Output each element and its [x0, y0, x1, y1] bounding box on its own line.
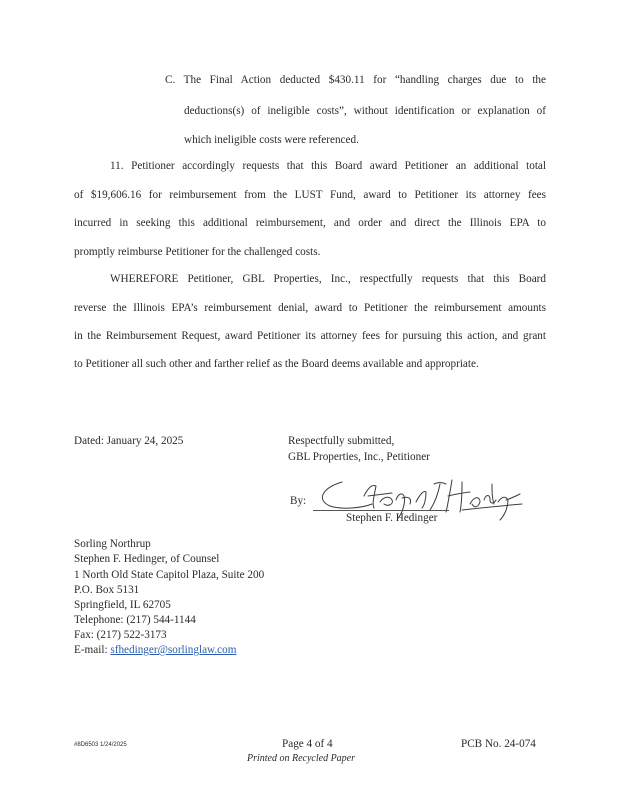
firm-name: Sorling Northrup — [74, 538, 151, 550]
attorney-name: Stephen F. Hedinger, of Counsel — [74, 553, 220, 565]
po-box: P.O. Box 5131 — [74, 584, 140, 596]
recycled-paper-note: Printed on Recycled Paper — [247, 753, 356, 764]
item-c-line-3: which ineligible costs were referenced. — [184, 134, 359, 146]
email-line — [74, 644, 236, 656]
wherefore-line-4: to Petitioner all such other and farther relief as the Board deems available and appropriate. — [74, 358, 479, 370]
para-11-line-4: promptly reimburse Petitioner for the challenged costs. — [74, 246, 321, 258]
signer-name: Stephen F. Hedinger — [346, 512, 438, 524]
para-11-line-2: of $19,606.16 for reimbursement from the LUST Fund, award to Petitioner its attorney fees — [74, 189, 546, 201]
page-number: Page 4 of 4 — [282, 738, 333, 750]
para-11-line-1: 11. Petitioner accordingly requests that this Board award Petitioner an additional total — [110, 160, 546, 172]
wherefore-line-1: WHEREFORE Petitioner, GBL Properties, Inc., respectfully requests that this Board — [110, 273, 546, 285]
item-c-line-1: C. The Final Action deducted $430.11 for “handling charges due to the — [165, 74, 546, 86]
respectfully-submitted: Respectfully submitted, — [288, 435, 395, 447]
city-state-zip: Springfield, IL 62705 — [74, 599, 171, 611]
petitioner-name: GBL Properties, Inc., Petitioner — [288, 451, 430, 463]
wherefore-line-2: reverse the Illinois EPA’s reimbursement denial, award to Petitioner the reimbursement amounts — [74, 302, 546, 314]
email-label: E-mail: — [74, 644, 111, 656]
item-c-line-2: deductions(s) of ineligible costs”, without identification or explanation of — [184, 105, 546, 117]
by-label: By: — [290, 495, 307, 507]
telephone: Telephone: (217) 544-1144 — [74, 614, 196, 626]
fax: Fax: (217) 522-3173 — [74, 629, 167, 641]
wherefore-line-3: in the Reimbursement Request, award Petitioner its attorney fees for pursuing this action, and grant — [74, 330, 546, 342]
pcb-number: PCB No. 24-074 — [461, 738, 536, 750]
document-id: #8D6503 1/24/2025 — [74, 742, 127, 748]
dated-line: Dated: January 24, 2025 — [74, 435, 184, 447]
email-link[interactable]: sfhedinger@sorlinglaw.com — [110, 644, 237, 656]
signature-line — [313, 510, 449, 511]
address-line: 1 North Old State Capitol Plaza, Suite 200 — [74, 569, 265, 581]
para-11-line-3: incurred in seeking this additional reimbursement, and order and direct the Illinois EPA to — [74, 217, 546, 229]
